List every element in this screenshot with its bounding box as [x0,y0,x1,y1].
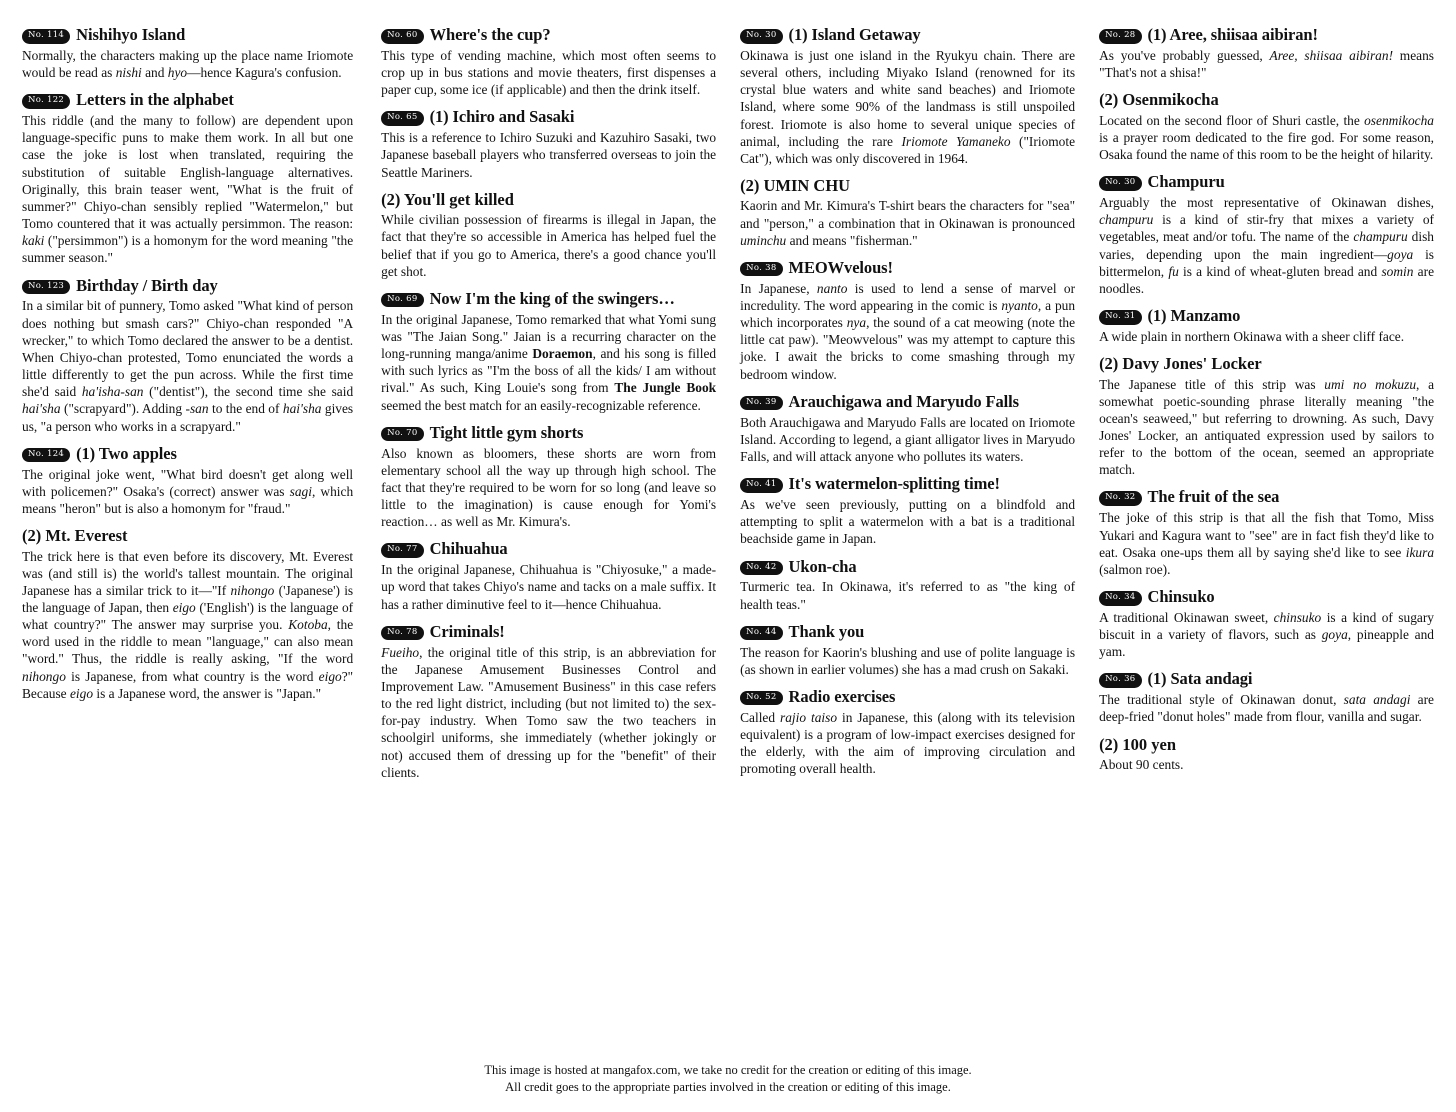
note-title: Champuru [1147,172,1225,192]
note-title: (1) Aree, shiisaa aibiran! [1147,25,1318,44]
note-number-badge: No. 34 [1099,591,1141,606]
note-body: The original joke went, "What bird doesn't get along well with policemen?" Osaka's (correct) answer was sagi, which means "heron" but is also a homonym for "fraud." [22,466,354,516]
note-entry [1099,736,1434,774]
notes-column-1 [22,26,357,1050]
note-entry [740,623,1075,678]
note-entry [1099,588,1434,660]
note-title: Letters in the alphabet [76,90,234,110]
note-entry [381,191,716,280]
note-title: Where's the cup? [429,25,551,44]
note-entry [1099,488,1434,578]
note-body: Arguably the most representative of Okinawan dishes, champuru is a kind of stir-fry that mixes a variety of vegetables, meat and/or tofu. The name of the champuru dish varies, depending upon the main ingredient—goya is bittermelon, fu is a kind of wheat-gluten bread and somin are noodles. [1099,195,1435,296]
note-heading [381,26,716,45]
note-number-badge: No. 30 [1099,176,1141,191]
note-number-badge: No. 44 [740,626,782,641]
note-body: A traditional Okinawan sweet, chinsuko is a kind of sugary biscuit in a variety of flavors, such as goya, pineapple and yam. [1099,609,1435,660]
note-title: Arauchigawa and Maryudo Falls [788,391,1019,411]
note-heading [740,393,1075,412]
note-number-badge: No. 60 [381,29,423,44]
note-body: A wide plain in northern Okinawa with a sheer cliff face. [1099,328,1405,344]
note-title: Chihuahua [429,539,508,559]
note-title: (1) Island Getaway [788,25,921,44]
note-entry [1099,670,1434,725]
hosting-disclaimer-line-2: All credit goes to the appropriate parties involved in the creation or editing of this image. [505,1080,951,1095]
note-heading [22,26,353,45]
note-title: (2) UMIN CHU [740,176,851,195]
note-entry [22,527,353,702]
note-number-badge: No. 52 [740,691,782,706]
note-heading [1099,488,1434,507]
note-body: This riddle (and the many to follow) are dependent upon language-specific puns to make them work. In all but one case the joke is lost when translated, requiring the substitution of suitable English-language alternatives. Originally, this brain teaser went, "What is the fruit of summer?" Chiyo-chan sensibly replied "Watermelon," but Tomo countered that it was actually persimmon. The reason: kaki ("persimmon") is a homonym for the word meaning "the summer season." [22,113,354,266]
note-heading [740,259,1075,278]
note-body: The Japanese title of this strip was umi no mokuzu, a somewhat poetic-sounding phrase literally meaning "the ocean's seaweed," but referring to drowning. As such, Davy Jones' Locker, an antiquated expression used by sailors to refer to the bottom of the ocean, seemed an appropriate match. [1099,376,1435,478]
note-heading [1099,670,1434,689]
note-title: Radio exercises [788,686,896,706]
note-entry [1099,355,1434,478]
note-body: In the original Japanese, Tomo remarked that what Yomi sung was "The Jaian Song." Jaian is a recurring character on the long-running manga/anime Doraemon, and his song is filled with such lyrics as "I'm the boss of all the kids/ I am without rival." As such, King Louie's song from The Jungle Book seemed the best match for an easily-recognizable reference. [381,311,717,413]
note-body: While civilian possession of firearms is illegal in Japan, the fact that they're so accessible in America has helped fuel the belief that if you go to America, there's a good chance you'll get shot. [381,212,717,279]
note-heading [740,475,1075,494]
note-heading [381,108,716,127]
note-heading [22,91,353,110]
note-heading [1099,736,1434,754]
note-body: The trick here is that even before its discovery, Mt. Everest was (and still is) the world's tallest mountain. The original Japanese has a similar trick to it—"If nihongo ('Japanese') is the language of Japan, then eigo ('English') is the language of what country?" The answer may surprise you. Kotoba, the word used in the riddle to mean "language," can also mean "word." Thus, the riddle is really asking, "If the word nihongo is Japanese, from what country is the word eigo?" Because eigo is a Japanese word, the answer is "Japan." [22,548,354,701]
note-number-badge: No. 31 [1099,310,1141,325]
note-title: (2) You'll get killed [381,189,514,209]
note-title: Thank you [788,621,865,641]
note-number-badge: No. 77 [381,543,423,558]
note-entry [740,26,1075,167]
note-heading [1099,588,1434,607]
note-number-badge: No. 123 [22,280,70,295]
note-entry [22,445,353,517]
note-entry [22,277,353,435]
note-body: Fueiho, the original title of this strip, is an abbreviation for the Japanese Amusement Businesses Control and Improvement Law. "Amusement Business" in this case refers to the red light district, including (but not limited to) the sex-for-pay industry. When Tomo saw the two teachers in schoolgirl uniforms, she immediately (whether jokingly or not) accused them of dressing up for the "benefit" of their clients. [381,644,717,780]
note-entry [381,108,716,180]
note-entry [1099,307,1434,345]
note-heading [740,558,1075,577]
note-title: (2) Davy Jones' Locker [1099,354,1262,374]
note-title: MEOWvelous! [788,257,893,277]
note-number-badge: No. 30 [740,29,782,44]
note-heading [740,688,1075,707]
note-entry [381,290,716,414]
note-number-badge: No. 36 [1099,673,1141,688]
note-number-badge: No. 124 [22,448,70,463]
note-heading [1099,26,1434,45]
note-entry [381,424,716,531]
note-heading [740,177,1075,195]
note-title: Birthday / Birth day [76,275,218,295]
note-heading [22,445,353,464]
note-body: The reason for Kaorin's blushing and use of polite language is (as shown in earlier volumes) she has a mad crush on Sakaki. [740,644,1076,677]
note-body: The traditional style of Okinawan donut, sata andagi are deep-fried "donut holes" made from flour, vanilla and sugar. [1099,692,1435,725]
note-title: (2) Osenmikocha [1099,90,1219,110]
note-entry [740,259,1075,383]
note-body: Normally, the characters making up the place name Iriomote would be read as nishi and hyo—hence Kagura's confusion. [22,47,354,81]
note-title: Nishihyo Island [76,25,186,44]
note-entry [22,91,353,266]
note-heading [381,191,716,209]
note-heading [22,527,353,545]
note-number-badge: No. 32 [1099,491,1141,506]
note-number-badge: No. 41 [740,478,782,493]
note-heading [1099,173,1434,192]
note-body: Also known as bloomers, these shorts are worn from elementary school all the way up through high school. The fact that they're required to be worn for so long (and leave so little to the imagination) is cause enough for Yomi's reaction… as well as Mr. Kimura's. [381,445,717,530]
note-body: Turmeric tea. In Okinawa, it's referred to as "the king of health teas." [740,579,1076,612]
note-heading [381,623,716,642]
note-title: Ukon-cha [788,556,857,576]
note-entry [381,26,716,98]
note-title: (2) Mt. Everest [22,526,128,546]
note-number-badge: No. 69 [381,293,423,308]
note-entry [740,475,1075,547]
note-entry [740,688,1075,778]
note-heading [22,277,353,296]
note-heading [381,540,716,559]
note-body: Both Arauchigawa and Maryudo Falls are located on Iriomote Island. According to legend, a giant alligator lives in Maryudo Falls, and will attack anyone who pollutes its waters. [740,414,1076,464]
note-body: Called rajio taiso in Japanese, this (along with its television equivalent) is a program of low-impact exercises designed for the elderly, with the aim of improving circulation and promoting overall health. [740,709,1076,777]
note-title: Criminals! [429,621,505,641]
notes-column-4 [1099,26,1434,1050]
note-heading [381,424,716,443]
note-title: It's watermelon-splitting time! [788,474,1000,494]
note-heading [740,623,1075,642]
note-number-badge: No. 42 [740,561,782,576]
note-title: (1) Ichiro and Sasaki [429,107,575,127]
notes-column-2 [381,26,716,1050]
note-body: The joke of this strip is that all the fish that Tomo, Miss Yukari and Kagura want to "see" are in fact fish they'd like to eat. Osaka one-ups them all by saying she'd like to see ikura (salmon roe). [1099,510,1435,577]
note-entry [1099,173,1434,297]
note-number-badge: No. 114 [22,29,70,44]
note-number-badge: No. 28 [1099,29,1141,44]
note-title: (1) Two apples [76,443,177,463]
note-entry [1099,26,1434,81]
note-body: Okinawa is just one island in the Ryukyu chain. There are several others, including Miyako Island (renowned for its crystal blue waters and white sand beaches) and Iriomote Island, where some 90% of the landmass is still unspoiled forest. Iriomote is also home to several unique species of animal, including the rare Iriomote Yamaneko ("Iriomote Cat"), which was only discovered in 1964. [740,47,1076,166]
note-title: The fruit of the sea [1147,487,1280,507]
hosting-disclaimer [0,1062,1456,1096]
note-number-badge: No. 39 [740,396,782,411]
note-entry [381,540,716,612]
note-heading [1099,355,1434,373]
note-title: Now I'm the king of the swingers… [429,288,675,308]
note-body: In the original Japanese, Chihuahua is "Chiyosuke," a made-up word that takes Chiyo's name and tacks on a male suffix. It has a rather diminutive feel to it—hence Chihuahua. [381,562,717,612]
hosting-disclaimer-line-1: This image is hosted at mangafox.com, we take no credit for the creation or editing of this image. [484,1063,972,1078]
note-entry [740,393,1075,465]
note-number-badge: No. 70 [381,427,423,442]
note-heading [381,290,716,309]
note-body: In Japanese, nanto is used to lend a sense of marvel or incredulity. The word appearing in the comic is nyanto, a pun which incorporates nya, the sound of a cat meowing (note the little cat paw). "Meowvelous" was my attempt to capture this joke. I await the bricks to come smashing through my bedroom window. [740,280,1076,382]
note-title: (2) 100 yen [1099,734,1177,754]
note-body: In a similar bit of punnery, Tomo asked "What kind of person does nothing but smash cars?" Chiyo-chan responded "A wrecker," to which Tomo declared the answer to be a dentist. When Chiyo-chan protested, Tomo enunciated the words a little differently to get the pun across. While the first time she'd said ha'isha-san ("dentist"), the second time she said hai'sha ("scrapyard"). Adding -san to the end of hai'sha gives us, "a person who works in a scrapyard." [22,298,354,434]
note-entry [740,558,1075,613]
note-entry [381,623,716,781]
note-number-badge: No. 122 [22,94,70,109]
notes-column-3 [740,26,1075,1050]
note-title: (1) Sata andagi [1147,669,1253,689]
note-entry [1099,91,1434,163]
note-heading [740,26,1075,45]
note-heading [1099,307,1434,326]
note-body: As we've seen previously, putting on a blindfold and attempting to split a watermelon with a bat is a traditional beachside game in Japan. [740,497,1076,547]
note-number-badge: No. 38 [740,262,782,277]
note-number-badge: No. 65 [381,111,423,126]
note-entry [22,26,353,81]
note-heading [1099,91,1434,109]
note-title: (1) Manzamo [1147,306,1241,325]
note-number-badge: No. 78 [381,626,423,641]
note-body: As you've probably guessed, Aree, shiisaa aibiran! means "That's not a shisa!" [1099,47,1435,81]
note-title: Tight little gym shorts [429,422,584,442]
note-body: This type of vending machine, which most often seems to crop up in bus stations and movie theaters, first dispenses a paper cup, some ice (if applicable) and then the drink itself. [381,47,717,98]
note-body: Kaorin and Mr. Kimura's T-shirt bears the characters for "sea" and "person," a combination that in Okinawan is pronounced uminchu and means "fisherman." [740,198,1076,248]
note-body: This is a reference to Ichiro Suzuki and Kazuhiro Sasaki, two Japanese baseball players who transferred overseas to join the Seattle Mariners. [381,130,717,180]
note-entry [740,177,1075,249]
note-title: Chinsuko [1147,587,1215,606]
note-body: About 90 cents. [1099,757,1184,773]
note-body: Located on the second floor of Shuri castle, the osenmikocha is a prayer room dedicated to the fire god. For some reason, Osaka found the name of this room to be the height of hilarity. [1099,112,1435,162]
